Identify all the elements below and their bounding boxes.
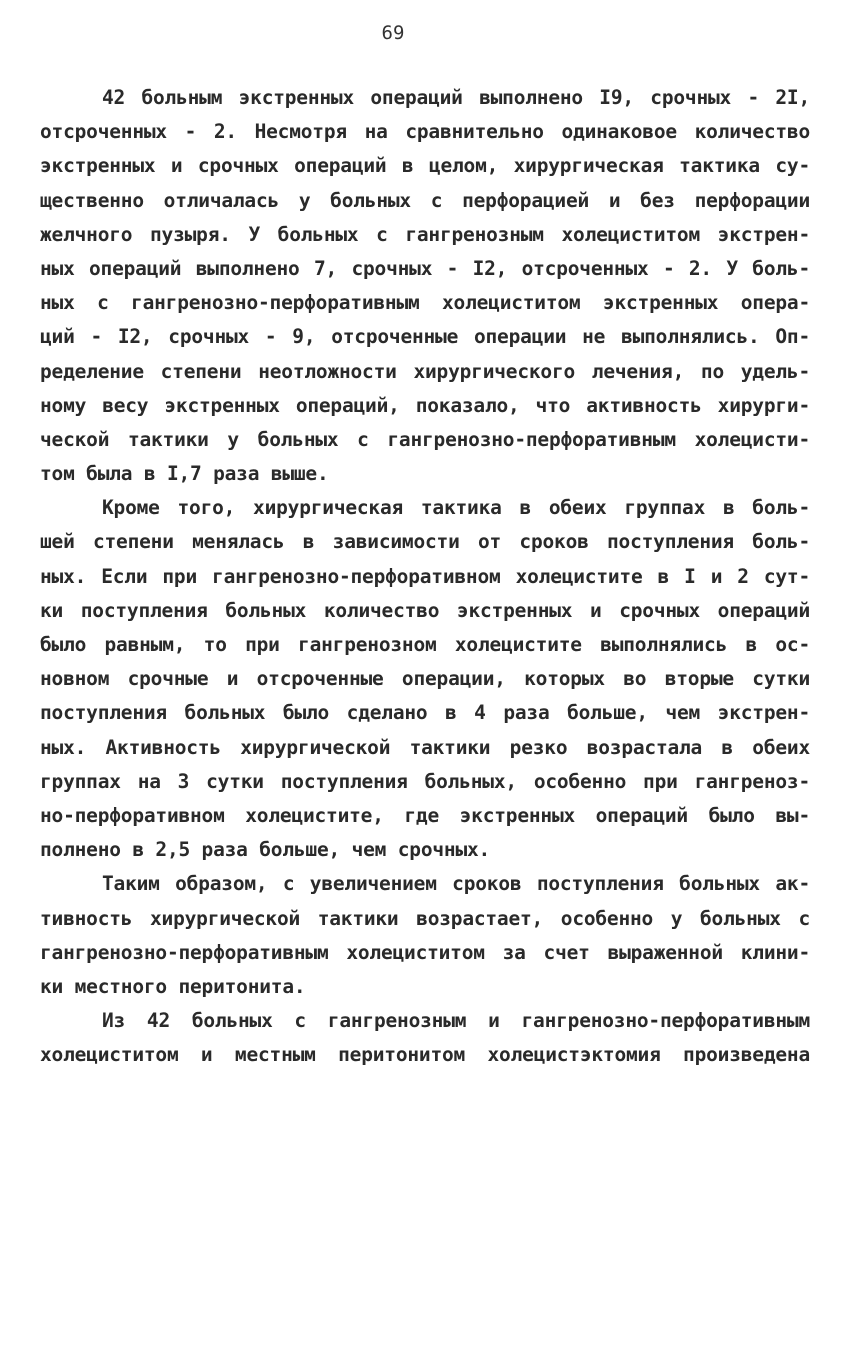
text-line: шей степени менялась в зависимости от сроков поступления боль- xyxy=(40,530,810,554)
text-line: том была в I,7 раза выше. xyxy=(40,462,329,486)
text-line: Из 42 больных с гангренозным и гангренозно-перфоративным xyxy=(102,1009,810,1033)
text-line: ному весу экстренных операций, показало, что активность хирурги- xyxy=(40,393,810,417)
text-line: полнено в 2,5 раза больше, чем срочных. xyxy=(40,838,491,862)
page-number: 69 xyxy=(381,22,405,44)
text-line: новном срочные и отсроченные операции, которых во вторые сутки xyxy=(40,667,810,691)
text-line: ки поступления больных количество экстренных и срочных операций xyxy=(40,598,810,622)
text-line: ки местного перитонита. xyxy=(40,974,306,998)
text-line: ределение степени неотложности хирургического лечения, по удель- xyxy=(40,359,810,383)
text-line: поступления больных было сделано в 4 раза больше, чем экстрен- xyxy=(40,701,810,725)
text-line: ных с гангренозно-перфоративным холециститом экстренных опера- xyxy=(40,291,810,315)
body-text xyxy=(40,81,810,1072)
text-line: но-перфоративном холецистите, где экстренных операций было вы- xyxy=(40,803,810,827)
text-line: желчного пузыря. У больных с гангренозным холециститом экстрен- xyxy=(40,222,810,246)
text-line: гангренозно-перфоративным холециститом за счет выраженной клини- xyxy=(40,940,810,964)
text-line: ных. Активность хирургической тактики резко возрастала в обеих xyxy=(40,735,810,759)
text-line: было равным, то при гангренозном холецистите выполнялись в ос- xyxy=(40,633,810,656)
text-line: отсроченных - 2. Несмотря на сравнительно одинаковое количество xyxy=(40,120,810,144)
text-line: щественно отличалась у больных с перфорацией и без перфорации xyxy=(40,188,810,212)
text-line: ций - I2, срочных - 9, отсроченные операции не выполнялись. Оп- xyxy=(40,325,810,349)
text-line: тивность хирургической тактики возрастает, особенно у больных с xyxy=(40,906,810,930)
text-line: Кроме того, хирургическая тактика в обеих группах в боль- xyxy=(102,496,810,520)
text-line: ных операций выполнено 7, срочных - I2, отсроченных - 2. У боль- xyxy=(40,256,810,280)
text-line: экстренных и срочных операций в целом, хирургическая тактика су- xyxy=(40,154,810,178)
text-line: группах на 3 сутки поступления больных, особенно при гангреноз- xyxy=(40,769,810,793)
text-line: 42 больным экстренных операций выполнено I9, срочных - 2I, xyxy=(102,86,810,109)
text-line: холециститом и местным перитонитом холецистэктомия произведена xyxy=(40,1043,810,1067)
text-line: Таким образом, с увеличением сроков поступления больных ак- xyxy=(102,872,810,896)
text-line: ных. Если при гангренозно-перфоративном холецистите в I и 2 сут- xyxy=(40,564,810,588)
text-line: ческой тактики у больных с гангренозно-перфоративным холецисти- xyxy=(40,427,810,451)
